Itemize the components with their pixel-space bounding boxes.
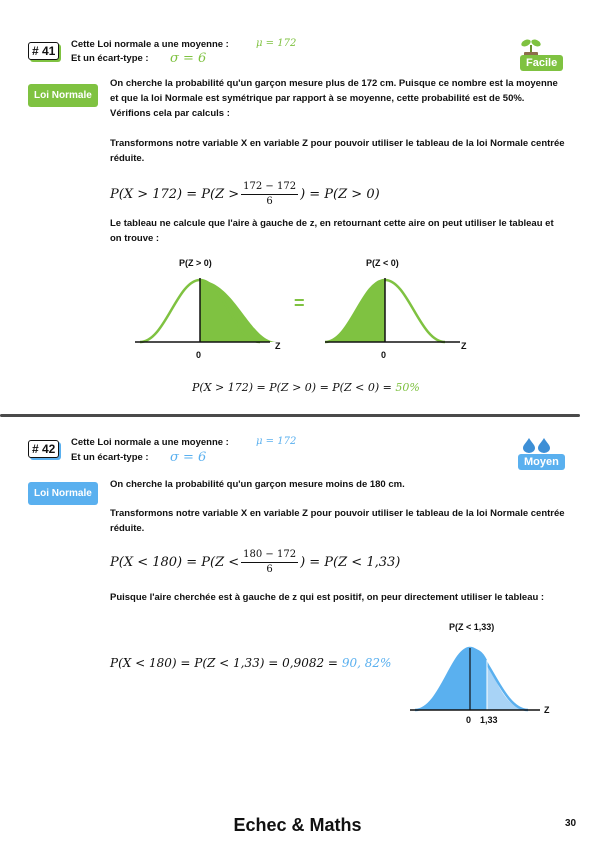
formula-left: P(X > 172) = P(Z >	[110, 187, 240, 202]
normal-curve-left-shaded	[320, 270, 480, 350]
section-divider	[0, 414, 580, 417]
difficulty-badge: Moyen	[518, 454, 565, 470]
mean-value: μ = 172	[256, 38, 297, 49]
tick-zero: 0	[196, 350, 202, 360]
mean-value: μ = 172	[256, 436, 297, 447]
exercise-number: # 41	[28, 42, 59, 60]
normal-curve-right-shaded	[135, 270, 295, 350]
graph-title-left-area: P(Z < 0)	[366, 258, 399, 268]
sd-value: σ = 6	[170, 51, 207, 66]
normal-curve-shaded-left-of-z	[410, 634, 560, 716]
page-number: 30	[565, 818, 577, 829]
graph-title: P(Z < 1,33)	[449, 622, 495, 632]
z-formula	[110, 548, 400, 577]
mean-label: Cette Loi normale a une moyenne :	[71, 437, 229, 448]
unshaded-tail	[487, 660, 528, 710]
fraction	[241, 180, 298, 209]
intro-text: On cherche la probabilité qu'un garçon mesure plus de 172 cm. Puisque ce nombre est la moyenne et que la loi Normale est symétrique par rapport à se moyenne, cette probabilité est de 50%. Vérifions cela par calculs :	[110, 78, 558, 119]
tick-zero: 0	[381, 350, 387, 360]
axis-z-label: Z	[544, 705, 550, 715]
equals-sign: =	[294, 293, 305, 313]
footer-title: Echec & Maths	[233, 815, 362, 835]
axis-z-label: Z	[461, 341, 467, 351]
tick-zero: 0	[466, 715, 472, 725]
fraction-numerator: 172 − 172	[241, 180, 298, 195]
water-drops-icon	[522, 437, 552, 453]
seedling-icon	[518, 36, 544, 56]
transform-text: Transformons notre variable X en variable Z pour pouvoir utiliser le tableau de la loi Normale centrée réduite.	[110, 138, 565, 164]
fraction-denominator: 6	[266, 564, 273, 575]
formula-right: ) = P(Z > 0)	[300, 187, 380, 202]
sd-label: Et un écart-type :	[71, 53, 149, 64]
sd-value: σ = 6	[170, 450, 207, 465]
shaded-area-right	[200, 280, 277, 342]
fraction-denominator: 6	[266, 196, 273, 207]
table-note: Le tableau ne calcule que l'aire à gauche de z, en retournant cette aire on peut utiliser le tableau et on trouve :	[110, 218, 554, 244]
tick-z-value: 1,33	[480, 715, 498, 725]
result-formula	[110, 656, 391, 670]
axis-z-label: Z	[275, 341, 281, 351]
fraction-numerator: 180 − 172	[241, 548, 298, 563]
intro-text: On cherche la probabilité qu'un garçon mesure moins de 180 cm.	[110, 479, 405, 490]
shaded-area	[415, 648, 487, 710]
formula-left: P(X < 180) = P(Z <	[110, 555, 240, 570]
z-formula	[110, 180, 380, 209]
topic-tag: Loi Normale	[28, 482, 98, 505]
difficulty-badge: Facile	[520, 55, 563, 71]
result-left: P(X > 172) = P(Z > 0) = P(Z < 0) =	[192, 381, 392, 394]
note-text: Puisque l'aire cherchée est à gauche de z qui est positif, on peur directement utiliser le tableau :	[110, 592, 545, 603]
result-left: P(X < 180) = P(Z < 1,33) = 0,9082 =	[110, 656, 338, 670]
result-value: 90, 82%	[341, 656, 392, 670]
topic-tag: Loi Normale	[28, 84, 98, 107]
transform-text: Transformons notre variable X en variable Z pour pouvoir utiliser le tableau de la loi Normale centrée réduite.	[110, 508, 565, 534]
formula-right: ) = P(Z < 1,33)	[300, 555, 401, 570]
exercise-number: # 42	[28, 440, 59, 458]
mean-label: Cette Loi normale a une moyenne :	[71, 39, 229, 50]
result-value: 50%	[395, 381, 420, 394]
sd-label: Et un écart-type :	[71, 452, 149, 463]
fraction	[241, 548, 298, 577]
result-formula	[192, 381, 420, 394]
graph-title-right-area: P(Z > 0)	[179, 258, 212, 268]
